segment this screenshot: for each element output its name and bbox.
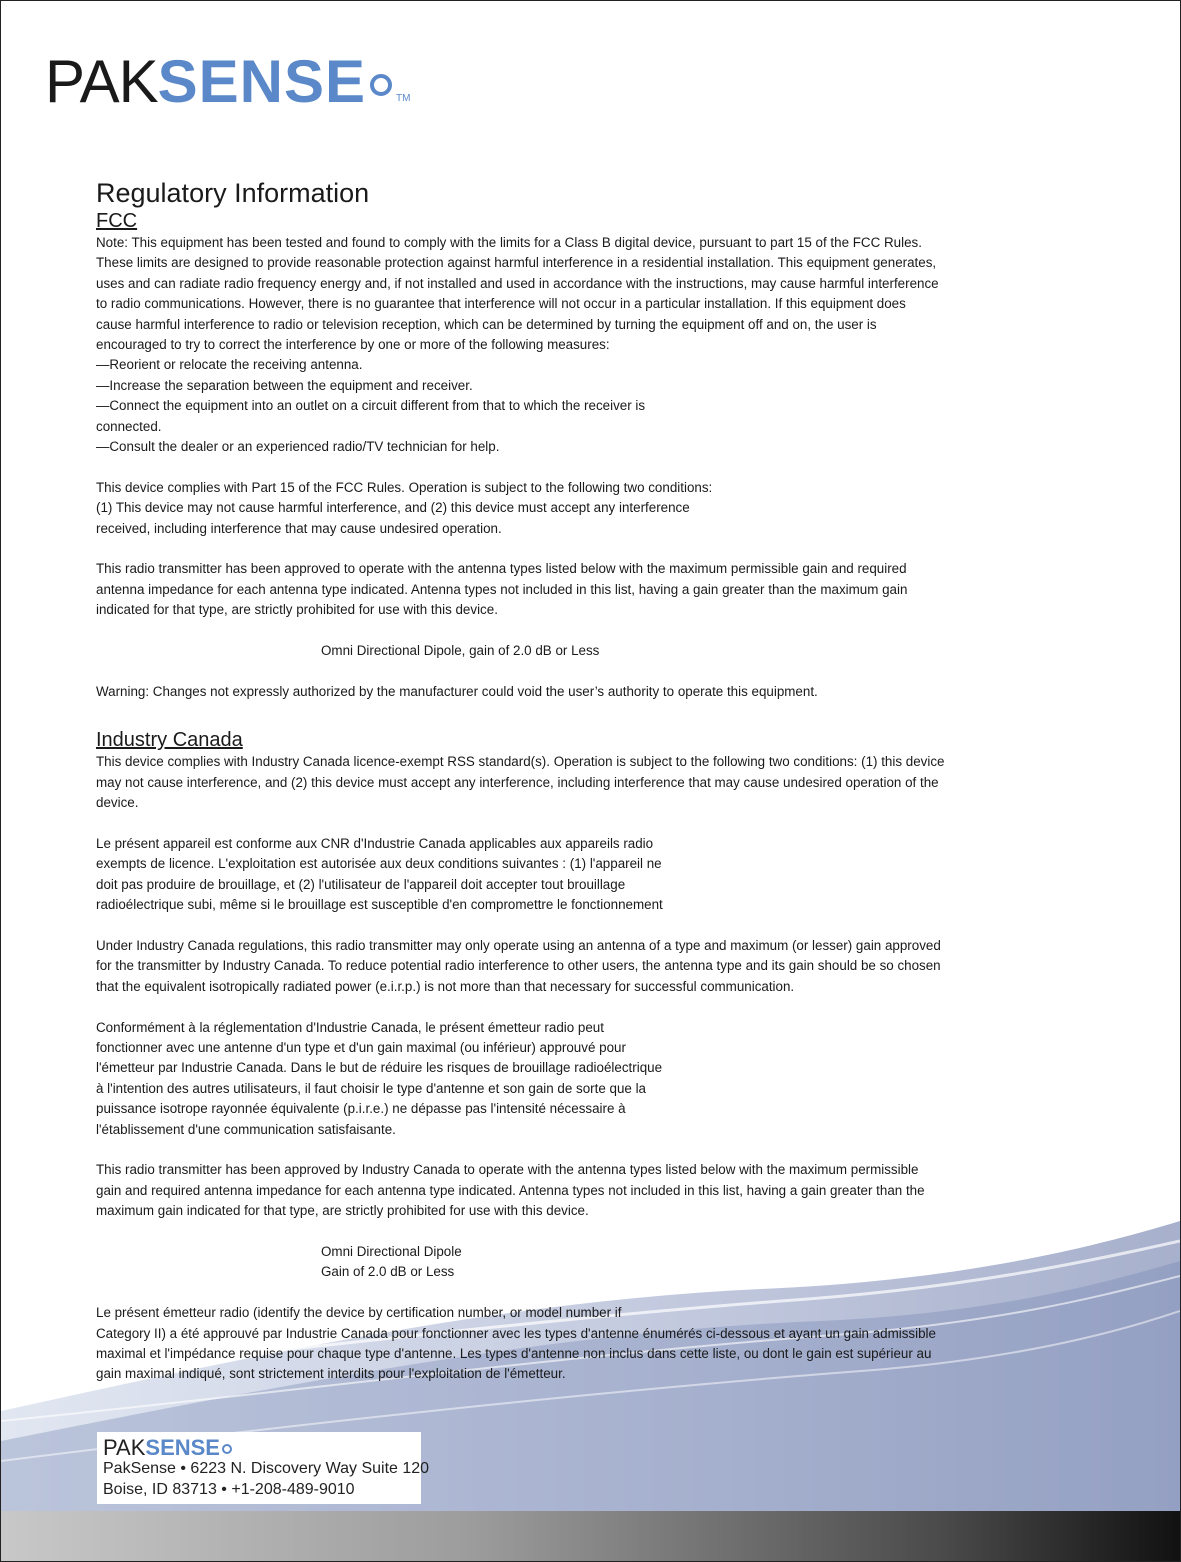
footer-bar <box>1 1511 1180 1561</box>
ic-regulations: Under Industry Canada regulations, this radio transmitter may only operate using an antenna of a type and maximum (or lesser) gain approved for the transmitter by Industry Canada. To reduce potential radio interference to other users, the antenna type and its gain should be so chosen that the equivalent isotropically radiated power (e.i.r.p.) is not more than that necessary for successful communication. <box>96 937 941 994</box>
footer-logo-ring-icon <box>222 1444 232 1454</box>
paksense-logo <box>45 48 411 115</box>
fcc-note: Note: This equipment has been tested and found to comply with the limits for a Class B digital device, pursuant to part 15 of the FCC Rules. These limits are designed to provide reasonable protection against harmful interference in a residential installation. This equipment generates, uses and can radiate radio frequency energy and, if not installed and used in accordance with the instructions, may cause harmful interference to radio communications. However, there is no guarantee that interference will not occur in a particular installation. If this equipment does cause harmful interference to radio or television reception, which can be determined by turning the equipment off and on, the user is encouraged to try to correct the interference by one or more of the following measures: —Reorient or relocate the receiving antenna. —Increase the separation between the equipment and receiver. —Connect the equipment into an outlet on a circuit different from that to which the receiver is connected. —Consult the dealer or an experienced radio/TV technician for help. <box>96 235 939 455</box>
footer-address-block <box>97 1432 430 1504</box>
footer-city-line: Boise, ID 83713 • +1-208-489-9010 <box>103 1481 355 1498</box>
industry-canada-heading: Industry Canada <box>96 729 243 752</box>
page-title: Regulatory Information <box>96 178 370 208</box>
footer-logo-sense: SENSE <box>145 1435 220 1460</box>
ic-transmitter: This radio transmitter has been approved by Industry Canada to operate with the antenna types listed below with the maximum permissible gain and required antenna impedance for each antenna type indicated. Antenna types not included in this list, having a gain greater than the maximum gain indicated for that type, are strictly prohibited for use with this device. <box>96 1162 925 1219</box>
footer-logo <box>103 1436 415 1458</box>
logo-ring-icon <box>370 74 392 96</box>
document-body <box>96 177 1081 1385</box>
footer-logo-pak: PAK <box>103 1435 146 1460</box>
fcc-transmitter: This radio transmitter has been approved to operate with the antenna types listed below with the maximum permissible gain and required antenna impedance for each antenna type indicated. Antenna types not included in this list, having a gain greater than the maximum gain indicated for that type, are strictly prohibited for use with this device. <box>96 561 908 618</box>
logo-sense-text: SENSE <box>157 48 367 115</box>
ic-antenna-gain: Gain of 2.0 dB or Less <box>321 1264 455 1280</box>
ic-antenna-name: Omni Directional Dipole <box>321 1243 462 1259</box>
fcc-antenna: Omni Directional Dipole, gain of 2.0 dB or Less <box>321 643 600 659</box>
ic-complies-french: Le présent appareil est conforme aux CNR d'Industrie Canada applicables aux appareils radio exempts de licence. L'exploitation est autorisée aux deux conditions suivantes : (1) l'appareil ne doit pas produire de brouillage, et (2) l'utilisateur de l'appareil doit accepter tout brouillage radioélectrique subi, même si le brouillage est susceptible d'en compromettre le fonctionnement <box>96 835 663 913</box>
fcc-warning: Warning: Changes not expressly authorized by the manufacturer could void the user’s authority to operate this equipment. <box>96 683 818 699</box>
ic-complies: This device complies with Industry Canada licence-exempt RSS standard(s). Operation is subject to the following two conditions: (1) this device may not cause interference, and (2) this device must accept any interference, including interference that may cause undesired operation of the device. <box>96 754 945 811</box>
ic-transmitter-french: Le présent émetteur radio (identify the device by certification number, or model number if Category II) a été approuvé par Industrie Canada pour fonctionner avec les types d'antenne énumérés ci-dessous et ayant un gain admissible maximal et l'impédance requise pour chaque type d'antenne. Les types d'antenne non inclus dans cette liste, ou dont le gain est supérieur au gain maximal indiqué, sont strictement interdits pour l'exploitation de l'émetteur. <box>96 1305 936 1382</box>
logo-pak-text: PAK <box>45 48 158 115</box>
ic-regulations-french: Conformément à la réglementation d'Industrie Canada, le présent émetteur radio peut fonctionner avec une antenne d'un type et d'un gain maximal (ou inférieur) approuvé pour l'émetteur par Industrie Canada. Dans le but de réduire les risques de brouillage radioélectrique à l'intention des autres utilisateurs, il faut choisir le type d'antenne et son gain de sorte que la puissance isotrope rayonnée équivalente (p.i.r.e.) ne dépasse pas l'intensité nécessaire à l'établissement d'une communication satisfaisante. <box>96 1019 663 1137</box>
fcc-heading: FCC <box>96 210 138 232</box>
footer-company-line: PakSense • 6223 N. Discovery Way Suite 120 <box>103 1460 430 1477</box>
logo-trademark: TM <box>396 93 411 104</box>
fcc-complies: This device complies with Part 15 of the FCC Rules. Operation is subject to the following two conditions: (1) This device may not cause harmful interference, and (2) this device must accept any interference received, including interference that may cause undesired operation. <box>96 479 713 536</box>
